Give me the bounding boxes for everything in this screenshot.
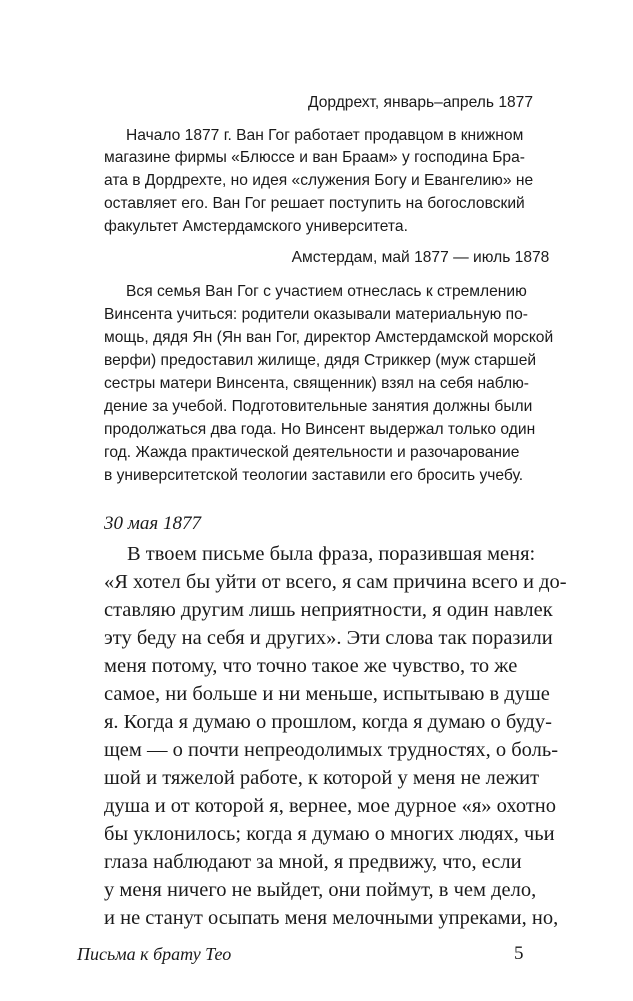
letter-line: я. Когда я думаю о прошлом, когда я думаю о буду- bbox=[104, 711, 552, 733]
paragraph-line: магазине фирмы «Блюссе и ван Браам» у господина Бра- bbox=[104, 149, 525, 166]
paragraph-line: Вся семья Ван Гог с участием отнеслась к стремлению bbox=[126, 283, 527, 300]
letter-line: душа и от которой я, вернее, мое дурное «я» охотно bbox=[104, 795, 557, 817]
running-footer-title: Письма к брату Тео bbox=[77, 944, 232, 964]
paragraph-line: ата в Дордрехте, но идея «служения Богу и Евангелию» не bbox=[104, 172, 534, 189]
paragraph-line: верфи) предоставил жилище, дядя Стриккер (муж старшей bbox=[104, 352, 537, 369]
paragraph-line: оставляет его. Ван Гог решает поступить на богословский bbox=[104, 195, 525, 212]
letter-line: ставляю другим лишь неприятности, я один навлек bbox=[104, 599, 553, 621]
paragraph-line: дение за учебой. Подготовительные занятия должны были bbox=[104, 398, 533, 415]
paragraph-line: в университетской теологии заставили его бросить учебу. bbox=[104, 467, 524, 484]
letter-date: 30 мая 1877 bbox=[104, 513, 201, 534]
paragraph-line: Начало 1877 г. Ван Гог работает продавцом в книжном bbox=[126, 127, 524, 144]
letter-line: В твоем письме была фраза, поразившая меня: bbox=[127, 543, 536, 565]
page-number: 5 bbox=[514, 943, 524, 964]
paragraph-line: год. Жажда практической деятельности и разочарование bbox=[104, 444, 520, 461]
paragraph-line: факультет Амстердамского университета. bbox=[104, 218, 408, 235]
letter-line: бы уклонилось; когда я думаю о многих людях, чьи bbox=[104, 823, 555, 845]
paragraph-line: мощь, дядя Ян (Ян ван Гог, директор Амстердамской морской bbox=[104, 329, 554, 346]
letter-line: меня потому, что точно такое же чувство, то же bbox=[104, 655, 518, 677]
letter-line: «Я хотел бы уйти от всего, я сам причина всего и до- bbox=[104, 571, 567, 593]
section-heading: Дордрехт, январь–апрель 1877 bbox=[307, 94, 534, 111]
paragraph-line: сестры матери Винсента, священник) взял на себя наблю- bbox=[104, 375, 530, 392]
letter-line: глаза наблюдают за мной, я предвижу, что, если bbox=[104, 851, 522, 873]
letter-line: эту беду на себя и других». Эти слова так поразили bbox=[104, 627, 553, 649]
section-heading: Амстердам, май 1877 — июль 1878 bbox=[291, 249, 550, 266]
letter-line: у меня ничего не выйдет, они поймут, в чем дело, bbox=[104, 879, 537, 901]
paragraph-line: Винсента учиться: родители оказывали материальную по- bbox=[104, 306, 528, 323]
letter-line: щем — о почти непреодолимых трудностях, о боль- bbox=[104, 739, 559, 761]
letter-line: самое, ни больше и ни меньше, испытываю в душе bbox=[104, 683, 550, 705]
letter-line: и не станут осыпать меня мелочными упреками, но, bbox=[104, 907, 559, 929]
letter-line: шой и тяжелой работе, к которой у меня не лежит bbox=[104, 767, 540, 789]
paragraph-line: продолжаться два года. Но Винсент выдержал только один bbox=[104, 421, 536, 438]
